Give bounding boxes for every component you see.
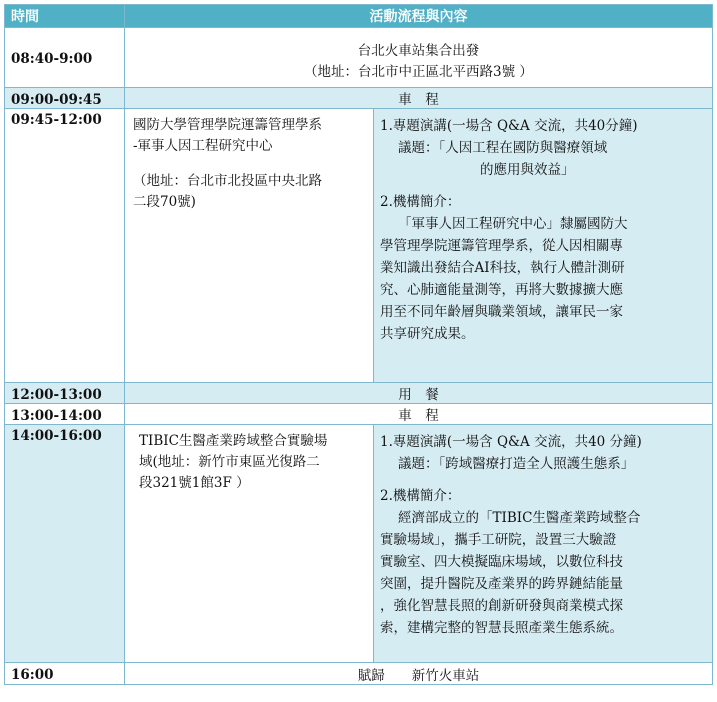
location-line: TIBIC生醫產業跨域整合實驗場 [139,433,328,449]
location-line: 段321號1館3F ） [139,475,250,491]
activity-line: （地址：台北市中正區北平西路3號 ） [304,63,533,80]
activity-cell: 車 程 [125,404,713,425]
schedule-row [5,88,713,109]
time-cell: 09:45-12:00 [5,109,125,383]
location-cell [125,109,374,383]
intro-line: 實驗室、四大模擬臨床場域，以數位科技 [380,554,623,570]
schedule-row [5,425,713,663]
time-cell: 08:40-9:00 [5,28,125,88]
address-line: （地址：台北市北投區中央北路 [133,173,322,189]
header-activity: 活動流程與內容 [125,5,713,28]
intro-line: 索，建構完整的智慧長照產業生態系統。 [380,620,623,636]
intro-line: 業知識出發結合AI科技，執行人體計測研 [380,260,625,276]
activity-line: 台北火車站集合出發 [357,42,480,59]
time-cell: 14:00-16:00 [5,425,125,663]
intro-line: 共享研究成果。 [380,326,475,342]
intro-line: 實驗場域」，攜手工研院，設置三大驗證 [380,532,617,548]
intro-line: 用至不同年齡層與職業領域，讓軍民一家 [380,304,623,320]
topic-line: 議題：「跨域醫療打造全人照護生態系」 [398,456,635,472]
schedule-row [5,404,713,425]
intro-line: 「軍事人因工程研究中心」隸屬國防大 [398,216,628,232]
time-cell: 12:00-13:00 [5,383,125,404]
schedule-row [5,109,713,383]
location-line: 域(地址：新竹市東區光復路二 [139,454,320,470]
talk-title: 1.專題演講(一場含 Q&A 交流，共40分鐘) [380,118,638,134]
intro-line: 突圍，提升醫院及產業界的跨界鏈結能量 [380,576,623,592]
schedule-row [5,663,713,685]
time-cell: 13:00-14:00 [5,404,125,425]
address-line: 二段70號) [133,194,196,210]
location-line: 國防大學管理學院運籌管理學系 [133,117,322,133]
location-line: -軍事人因工程研究中心 [133,138,273,154]
activity-cell [125,28,713,88]
description-cell [374,425,713,663]
intro-line: 學管理學院運籌管理學系，從人因相關專 [380,238,623,254]
description-cell [374,109,713,383]
intro-line: 究、心肺適能量測等，再將大數據擴大應 [380,282,623,298]
activity-cell: 車 程 [125,88,713,109]
intro-line: 經濟部成立的「TIBIC生醫產業跨域整合 [398,510,641,526]
activity-cell: 用 餐 [125,383,713,404]
topic-line: 的應用與效益」 [480,162,575,178]
intro-title: 2.機構簡介： [380,194,461,210]
schedule-row [5,383,713,404]
header-row [5,5,713,28]
time-cell: 16:00 [5,663,125,685]
schedule-row [5,28,713,88]
intro-line: ，強化智慧長照的創新研發與商業模式探 [380,598,623,614]
intro-title: 2.機構簡介： [380,488,461,504]
talk-title: 1.專題演講(一場含 Q&A 交流，共40 分鐘) [380,434,642,450]
time-cell: 09:00-09:45 [5,88,125,109]
header-time: 時間 [5,5,125,28]
topic-line: 議題：「人因工程在國防與醫療領域 [398,140,608,156]
schedule-table [4,4,713,685]
activity-cell: 賦歸 新竹火車站 [125,663,713,685]
location-cell [125,425,374,663]
